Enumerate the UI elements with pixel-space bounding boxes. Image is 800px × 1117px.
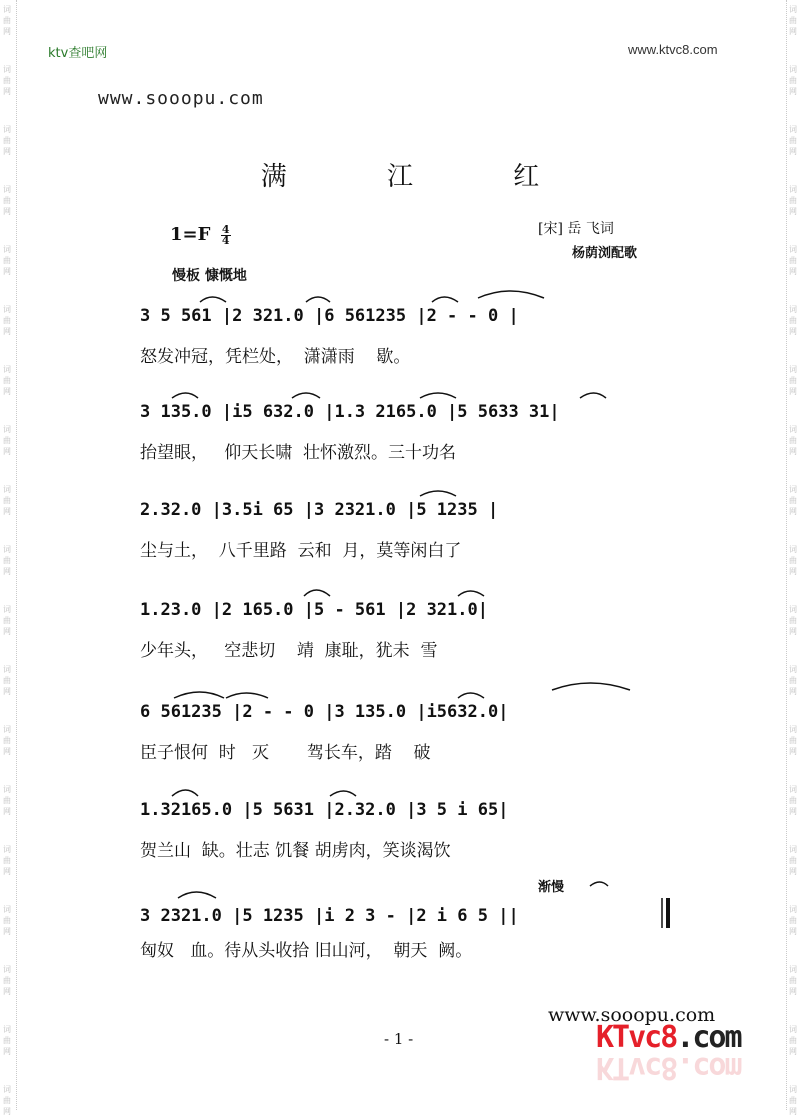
ktvc8-logo-reflection (596, 1050, 741, 1085)
slur (174, 692, 224, 698)
side-watermark-mark: 词 曲 网 (3, 5, 11, 36)
side-watermark-mark: 词 曲 网 (789, 725, 797, 756)
side-watermark-mark: 词 曲 网 (789, 425, 797, 456)
song-title: 满 江 红 (260, 162, 586, 192)
side-watermark-mark: 词 曲 网 (789, 365, 797, 396)
side-watermark-mark: 词 曲 网 (3, 485, 11, 516)
notes-line: 6 561235 |2 - - 0 |3 135.0 |i5632.0| (140, 702, 509, 722)
side-watermark-mark: 词 曲 网 (3, 305, 11, 336)
side-watermark-mark: 词 曲 网 (789, 65, 797, 96)
side-watermark-mark: 词 曲 网 (3, 725, 11, 756)
lyrics-line: 少年头， 空悲切 靖 康耻，犹未 雪 (140, 641, 438, 661)
notes-line: 3 5 561 |2 321.0 |6 561235 |2 - - 0 | (140, 306, 519, 326)
side-watermark-mark: 词 曲 网 (789, 1085, 797, 1116)
slur (552, 683, 630, 690)
side-watermark-mark: 词 曲 网 (3, 845, 11, 876)
tempo-marking: 慢板 慷慨地 (172, 268, 247, 284)
side-watermark-mark: 词 曲 网 (789, 485, 797, 516)
logo-reflection-main: KTvc8 (596, 1050, 677, 1085)
slur (580, 393, 606, 398)
side-watermark-mark: 词 曲 网 (3, 245, 11, 276)
slur (172, 790, 198, 796)
slur (458, 591, 484, 596)
notes-line: 2.32.0 |3.5i 65 |3 2321.0 |5 1235 | (140, 500, 499, 520)
lyrics-line: 贺兰山 缺。壮志 饥餐 胡虏肉，笑谈渴饮 (140, 841, 451, 861)
side-watermark-mark: 词 曲 网 (3, 905, 11, 936)
credit-arranger: 杨荫浏配歌 (572, 246, 638, 261)
side-watermark-mark: 词 曲 网 (789, 1025, 797, 1056)
side-watermark-mark: 词 曲 网 (789, 245, 797, 276)
lyrics-line: 匈奴 血。待从头收拾 旧山河， 朝天 阙。 (140, 941, 473, 961)
slur (292, 393, 320, 398)
page-number: - 1 - (384, 1030, 414, 1048)
slur (304, 590, 330, 596)
slur (590, 882, 608, 886)
header-site-name[interactable]: ktv查吧网 (48, 46, 108, 61)
slur (478, 291, 544, 298)
side-watermark-mark: 词 曲 网 (789, 605, 797, 636)
slur (172, 393, 198, 398)
side-watermark-mark: 词 曲 网 (789, 185, 797, 216)
side-watermark-mark: 词 曲 网 (789, 125, 797, 156)
side-watermark-mark: 词 曲 网 (3, 125, 11, 156)
side-watermark-mark: 词 曲 网 (789, 545, 797, 576)
side-watermark-mark: 词 曲 网 (3, 1085, 11, 1116)
lyrics-line: 臣子恨何 时 灭 驾长车，踏 破 (140, 743, 431, 763)
side-watermark-mark: 词 曲 网 (789, 305, 797, 336)
time-signature-top: 4 (221, 222, 230, 236)
notes-line: 3 135.0 |i5 632.0 |1.3 2165.0 |5 5633 31| (140, 402, 560, 422)
side-watermark-mark: 词 曲 网 (789, 665, 797, 696)
slur (420, 491, 456, 496)
slur (330, 791, 356, 796)
header-site-url[interactable]: www.ktvc8.com (628, 42, 718, 57)
time-signature-bottom: 4 (221, 233, 230, 247)
side-watermark-mark: 词 曲 网 (3, 965, 11, 996)
side-watermark-mark: 词 曲 网 (789, 905, 797, 936)
slur (420, 393, 456, 398)
slur (458, 693, 484, 698)
tempo-direction-ritardando: 渐慢 (538, 880, 565, 895)
side-watermark-mark: 词 曲 网 (789, 785, 797, 816)
side-watermark-mark: 词 曲 网 (3, 605, 11, 636)
lyrics-line: 尘与土， 八千里路 云和 月，莫等闲白了 (140, 541, 462, 561)
lyrics-line: 抬望眼， 仰天长啸 壮怀激烈。三十功名 (140, 443, 457, 463)
watermark-url-top: www.sooopu.com (98, 88, 264, 109)
logo-accent: .com (676, 1020, 741, 1055)
side-watermark-mark: 词 曲 网 (3, 545, 11, 576)
side-watermark-mark: 词 曲 网 (3, 785, 11, 816)
credit-lyricist: [宋] 岳 飞词 (538, 221, 614, 237)
side-watermark-mark: 词 曲 网 (3, 1025, 11, 1056)
lyrics-line: 怒发冲冠，凭栏处， 潇潇雨 歇。 (140, 347, 411, 367)
slur (226, 693, 268, 698)
slur (200, 297, 226, 302)
watermark-url-bottom: www.sooopu.com (548, 1004, 716, 1026)
notes-line: 1.32165.0 |5 5631 |2.32.0 |3 5 i 65| (140, 800, 509, 820)
side-watermark-mark: 词 曲 网 (3, 365, 11, 396)
notes-line: 3 2321.0 |5 1235 |i 2 3 - |2 i 6 5 || (140, 906, 519, 926)
side-watermark-mark: 词 曲 网 (3, 65, 11, 96)
side-watermark-mark: 词 曲 网 (3, 665, 11, 696)
slur (178, 892, 216, 898)
side-watermark-mark: 词 曲 网 (789, 965, 797, 996)
logo-main: KTvc8 (596, 1020, 677, 1055)
notes-line: 1.23.0 |2 165.0 |5 - 561 |2 321.0| (140, 600, 488, 620)
side-watermark-mark: 词 曲 网 (3, 425, 11, 456)
logo-reflection-accent: .com (676, 1050, 741, 1085)
side-watermark-mark: 词 曲 网 (789, 5, 797, 36)
slur (432, 297, 458, 302)
key-label: 1=F (170, 224, 211, 245)
slur (306, 297, 330, 302)
side-watermark-mark: 词 曲 网 (789, 845, 797, 876)
side-watermark-mark: 词 曲 网 (3, 185, 11, 216)
